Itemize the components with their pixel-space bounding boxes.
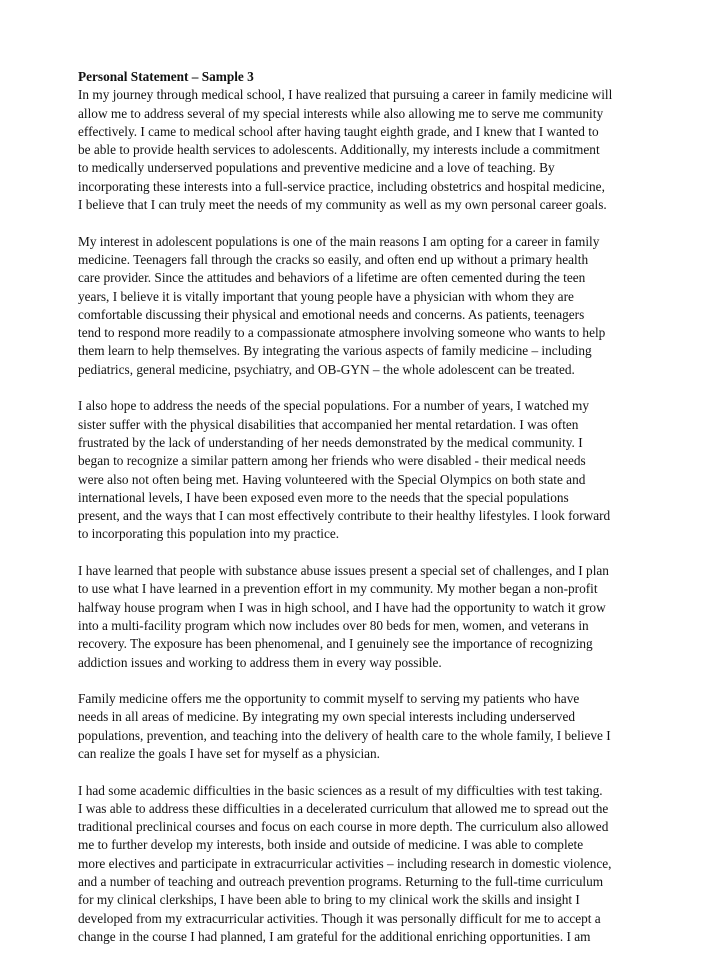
text-line: I was able to address these difficulties in a decelerated curriculum that allowed me to spread out the xyxy=(78,800,609,816)
text-line: sister suffer with the physical disabilities that accompanied her mental retardation. I was often xyxy=(78,416,579,432)
text-line: incorporating these interests into a full-service practice, including obstetrics and hospital medicine, xyxy=(78,178,605,194)
text-line: to use what I have learned in a prevention effort in my community. My mother began a non-profit xyxy=(78,581,598,597)
text-line: more electives and participate in extracurricular activities – including research in domestic violence, xyxy=(78,855,612,871)
text-line: traditional preclinical courses and focus on each course in more depth. The curriculum also allowed xyxy=(78,819,609,835)
text-line: change in the course I had planned, I am grateful for the additional enriching opportunities. I am xyxy=(78,928,591,944)
text-line: were also not often being met. Having volunteered with the Special Olympics on both state and xyxy=(78,471,586,487)
text-line: care provider. Since the attitudes and behaviors of a lifetime are often cemented during the teen xyxy=(78,270,586,286)
text-line: medicine. Teenagers fall through the cracks so easily, and often end up without a primary health xyxy=(78,251,589,267)
text-line: into a multi-facility program which now includes over 80 beds for men, women, and veterans in xyxy=(78,617,589,633)
text-line: addiction issues and working to address them in every way possible. xyxy=(78,654,442,670)
paragraph xyxy=(78,782,658,947)
text-line: years, I believe it is vitally important that young people have a physician with whom they are xyxy=(78,288,574,304)
text-line: I had some academic difficulties in the basic sciences as a result of my difficulties with test taking. xyxy=(78,782,603,798)
paragraph xyxy=(78,86,658,214)
paragraph xyxy=(78,562,658,672)
text-line: developed from my extracurricular activities. Though it was personally difficult for me to accept a xyxy=(78,910,601,926)
text-line: Family medicine offers me the opportunity to commit myself to serving my patients who have xyxy=(78,691,580,707)
text-line: present, and the ways that I can most effectively contribute to their healthy lifestyles. I look forward xyxy=(78,508,611,524)
paragraph xyxy=(78,233,658,379)
text-line: to medically underserved populations and preventive medicine and a love of teaching. By xyxy=(78,160,555,176)
text-line: My interest in adolescent populations is one of the main reasons I am opting for a career in family xyxy=(78,233,600,249)
text-line: I have learned that people with substance abuse issues present a special set of challenges, and I plan xyxy=(78,563,609,579)
text-line: comfortable discussing their physical and emotional needs and concerns. As patients, teenagers xyxy=(78,306,585,322)
text-line: began to recognize a similar pattern among her friends who were disabled - their medical needs xyxy=(78,453,586,469)
text-line: them learn to help themselves. By integrating the various aspects of family medicine – including xyxy=(78,343,592,359)
text-line: recovery. The exposure has been phenomenal, and I genuinely see the importance of recognizing xyxy=(78,636,593,652)
text-line: I believe that I can truly meet the needs of my community as well as my own personal career goals. xyxy=(78,197,607,213)
text-line: frustrated by the lack of understanding of her needs demonstrated by the medical community. I xyxy=(78,434,583,450)
text-line: can realize the goals I have set for myself as a physician. xyxy=(78,745,381,761)
document-page xyxy=(78,68,658,965)
text-line: for my clinical clerkships, I have been able to bring to my clinical work the skills and insight I xyxy=(78,892,580,908)
paragraph xyxy=(78,397,658,543)
text-line: populations, prevention, and teaching into the delivery of health care to the whole family, I believe I xyxy=(78,727,611,743)
text-line: pediatrics, general medicine, psychiatry, and OB-GYN – the whole adolescent can be treated. xyxy=(78,361,575,377)
text-line: tend to respond more readily to a compassionate atmosphere involving someone who wants to help xyxy=(78,325,606,341)
text-line: be able to provide health services to adolescents. Additionally, my interests include a commitment xyxy=(78,142,600,158)
text-line: me to further develop my interests, both inside and outside of medicine. I was able to complete xyxy=(78,837,584,853)
text-line: In my journey through medical school, I have realized that pursuing a career in family medicine will xyxy=(78,87,613,103)
text-line: allow me to address several of my special interests while also allowing me to serve me community xyxy=(78,105,604,121)
document-title: Personal Statement – Sample 3 xyxy=(78,69,254,84)
text-line: international levels, I have been exposed even more to the needs that the special populations xyxy=(78,489,569,505)
text-line: halfway house program when I was in high school, and I have had the opportunity to watch it grow xyxy=(78,599,606,615)
document-body xyxy=(78,86,658,946)
text-line: to incorporating this population into my practice. xyxy=(78,526,340,542)
text-line: needs in all areas of medicine. By integrating my own special interests including underserved xyxy=(78,709,576,725)
text-line: effectively. I came to medical school after having taught eighth grade, and I knew that I wanted to xyxy=(78,123,599,139)
text-line: I also hope to address the needs of the special populations. For a number of years, I watched my xyxy=(78,398,590,414)
text-line: and a number of teaching and outreach prevention programs. Returning to the full-time curriculum xyxy=(78,874,604,890)
paragraph xyxy=(78,690,658,763)
